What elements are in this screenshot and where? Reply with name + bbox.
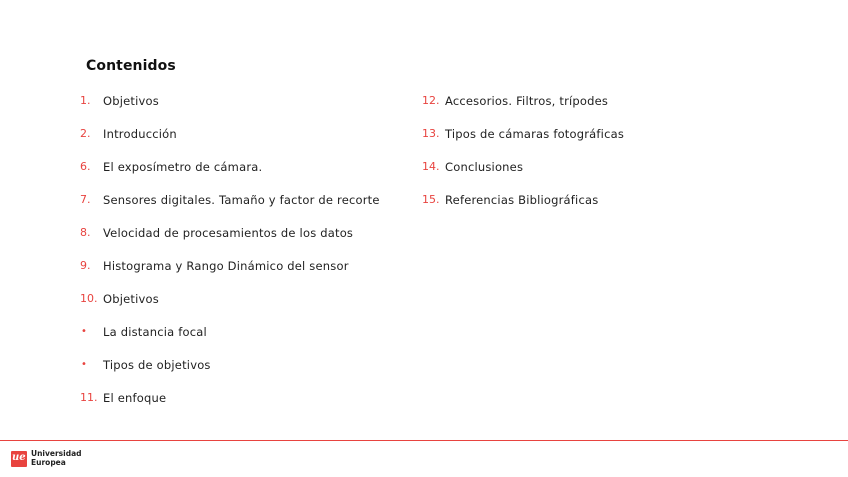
item-number: 15. (422, 193, 440, 206)
item-text: Objetivos (103, 292, 159, 306)
bullet-marker: • (81, 326, 87, 337)
item-number: 12. (422, 94, 440, 107)
item-number: 13. (422, 127, 440, 140)
item-text: Sensores digitales. Tamaño y factor de recorte (103, 193, 380, 207)
item-text: La distancia focal (103, 325, 207, 339)
item-text: Referencias Bibliográficas (445, 193, 599, 207)
item-text: Velocidad de procesamientos de los datos (103, 226, 354, 240)
item-number: 6. (80, 160, 91, 173)
item-text: Objetivos (103, 94, 159, 108)
item-number: 10. (80, 292, 98, 305)
item-text: El exposímetro de cámara. (103, 160, 263, 174)
logo-mark-text: ue (12, 452, 26, 463)
item-text: Conclusiones (445, 160, 524, 174)
bullet-marker: • (81, 359, 87, 370)
item-text: Accesorios. Filtros, trípodes (445, 94, 609, 108)
item-number: 14. (422, 160, 440, 173)
logo-line-1: Universidad (31, 449, 82, 458)
slide-title: Contenidos (86, 58, 176, 74)
item-number: 11. (80, 391, 98, 404)
item-text: El enfoque (103, 391, 167, 405)
logo-line-2: Europea (31, 458, 66, 467)
item-text: Tipos de objetivos (103, 358, 211, 372)
item-text: Histograma y Rango Dinámico del sensor (103, 259, 349, 273)
item-number: 2. (80, 127, 91, 140)
item-text: Tipos de cámaras fotográficas (445, 127, 625, 141)
item-number: 1. (80, 94, 91, 107)
logo-text (31, 449, 82, 467)
footer-divider (0, 440, 848, 441)
item-number: 7. (80, 193, 91, 206)
logo-mark-icon (11, 451, 27, 467)
item-number: 9. (80, 259, 91, 272)
item-number: 8. (80, 226, 91, 239)
item-text: Introducción (103, 127, 177, 141)
